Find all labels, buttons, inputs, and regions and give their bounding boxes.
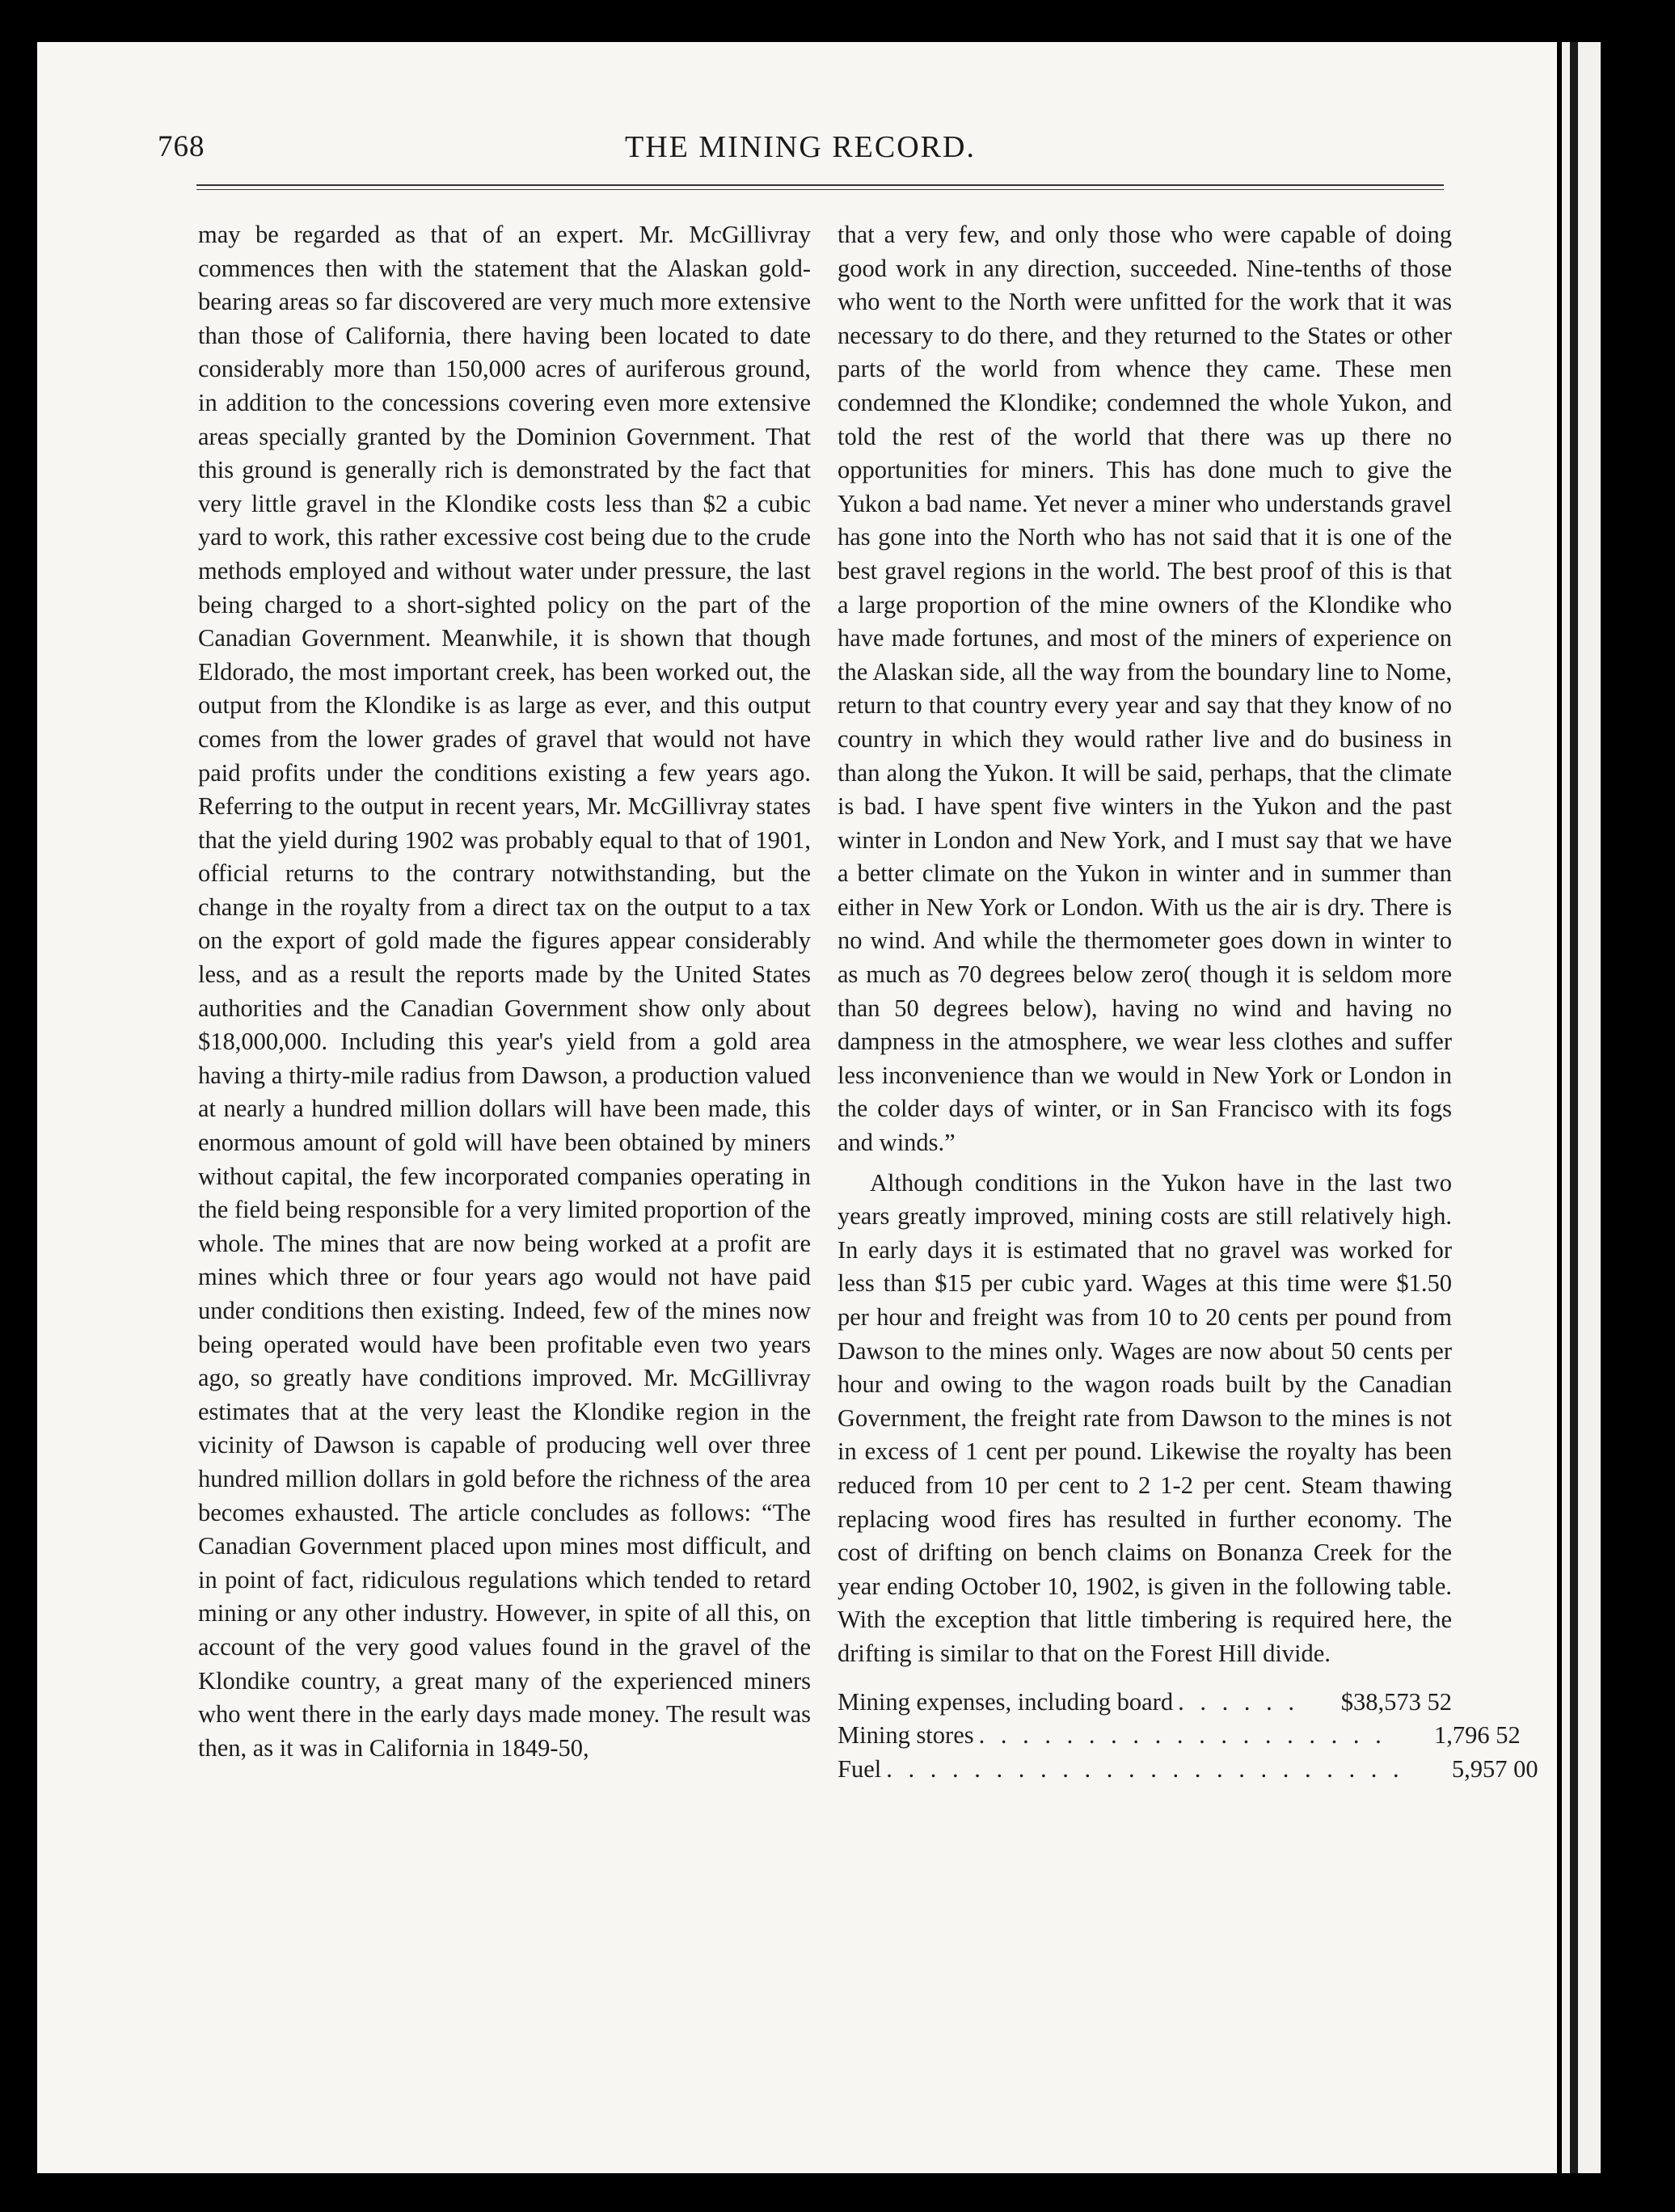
cost-amount: 5,957 00 [1451, 1754, 1538, 1783]
cost-label: Mining expenses, including board [838, 1687, 1174, 1716]
cost-row [838, 1753, 1538, 1787]
cost-label: Mining stores [838, 1721, 974, 1750]
header-rule-thin [196, 189, 1444, 190]
right-column [838, 218, 1538, 1786]
left-column [198, 218, 811, 1765]
cost-row [838, 1686, 1452, 1720]
leader-dots: . . . . . . [1178, 1687, 1299, 1716]
left-column-text: may be regarded as that of an expert. Mr. McGillivray commences then with the statement that the Alaskan gold-bearing areas so far discovered are very much more extensive than those of California, there having been located to date considerably more than 150,000 acres of auriferous ground, in addition to the concessions covering even more extensive areas specially granted by the Dominion Government. That this ground is generally rich is demonstrated by the fact that very little gravel in the Klondike costs less than $2 a cubic yard to work, this rather excessive cost being due to the crude methods employed and without water under pressure, the last being charged to a short-sighted policy on the part of the Canadian Government. Meanwhile, it is shown that though Eldorado, the most important creek, has been worked out, the output from the Klondike is as large as ever, and this output comes from the lower grades of gravel that would not have paid profits under the conditions existing a few years ago. Referring to the output in recent years, Mr. McGillivray states that the yield during 1902 was probably equal to that of 1901, official returns to the contrary notwithstanding, but the change in the royalty from a direct tax on the output to a tax on the export of gold made the figures appear considerably less, and as a result the reports made by the United States authorities and the Canadian Government show only about $18,000,000. Including this year's yield from a gold area having a thirty-mile radius from Dawson, a production valued at nearly a hundred million dollars will have been made, this enormous amount of gold will have been obtained by miners without capital, the few incorporated companies operating in the field being responsible for a very limited proportion of the whole. The mines that are now being worked at a profit are mines which three or four years ago would not have paid under conditions then existing. Indeed, few of the mines now being operated would have been profitable even two years ago, so greatly have conditions improved. Mr. McGillivray estimates that at the very least the Klondike region in the vicinity of Dawson is capable of producing well over three hundred million dollars in gold before the richness of the area becomes exhausted. The article concludes as follows: “The Canadian Government placed upon mines most difficult, and in point of fact, ridiculous regulations which tended to retard mining or any other industry. However, in spite of all this, on account of the very good values found in the gravel of the Klondike country, a great many of the experienced miners who went there in the early days made money. The result was then, as it was in California in 1849-50, [198, 221, 811, 1762]
adjacent-page-edge [1562, 42, 1601, 2173]
leader-dots: . . . . . . . . . . . . . . . . . . . . . . . . [886, 1754, 1404, 1783]
binding-shadow [1570, 42, 1578, 2173]
cost-label: Fuel [838, 1754, 882, 1783]
running-header [158, 129, 1443, 178]
cost-table [838, 1686, 1538, 1787]
header-rule [196, 184, 1444, 186]
right-paragraph-2: Although conditions in the Yukon have in the last two years greatly improved, mining costs are still relatively high. In early days it is estimated that no gravel was worked for less than $15 per cubic yard. Wages at this time were $1.50 per hour and freight was from 10 to 20 cents per pound from Dawson to the mines only. Wages are now about 50 cents per hour and owing to the wagon roads built by the Canadian Government, the freight rate from Dawson to the mines is not in excess of 1 cent per pound. Likewise the royalty has been reduced from 10 per cent to 2 1-2 per cent. Steam thawing replacing wood fires has resulted in further economy. The cost of drifting on bench claims on Bonanza Creek for the year ending October 10, 1902, is given in the following table. With the exception that little timbering is required here, the drifting is similar to that on the Forest Hill divide. [838, 1168, 1452, 1667]
journal-title: THE MINING RECORD. [625, 130, 976, 164]
leader-dots: . . . . . . . . . . . . . . . . . . . [978, 1721, 1386, 1750]
right-paragraph-1: that a very few, and only those who were capable of doing good work in any direction, succeeded. Nine-tenths of those who went to the North were unfitted for the work that it was necessary to do there, and they returned to the States or other parts of the world from whence they came. These men condemned the Klondike; condemned the whole Yukon, and told the rest of the world that there was up there no opportunities for miners. This has done much to give the Yukon a bad name. Yet never a miner who understands gravel has gone into the North who has not said that it is one of the best gravel regions in the world. The best proof of this is that a large proportion of the mine owners of the Klondike who have made fortunes, and most of the miners of experience on the Alaskan side, all the way from the boundary line to Nome, return to that country every year and say that they know of no country in which they would rather live and do business in than along the Yukon. It will be said, perhaps, that the climate is bad. I have spent five winters in the Yukon and the past winter in London and New York, and I must say that we have a better climate on the Yukon in winter and in summer than either in New York or London. With us the air is dry. There is no wind. And while the thermometer goes down in winter to as much as 70 degrees below zero( though it is seldom more than 50 degrees below), having no wind and having no dampness in the atmosphere, we wear less clothes and suffer less inconvenience than we would in New York or London in the colder days of winter, or in San Francisco with its fogs and winds.” [838, 221, 1452, 1157]
cost-amount: $38,573 52 [1340, 1687, 1452, 1716]
cost-amount: 1,796 52 [1433, 1721, 1521, 1750]
page-number: 768 [158, 130, 205, 163]
cost-row [838, 1719, 1521, 1753]
